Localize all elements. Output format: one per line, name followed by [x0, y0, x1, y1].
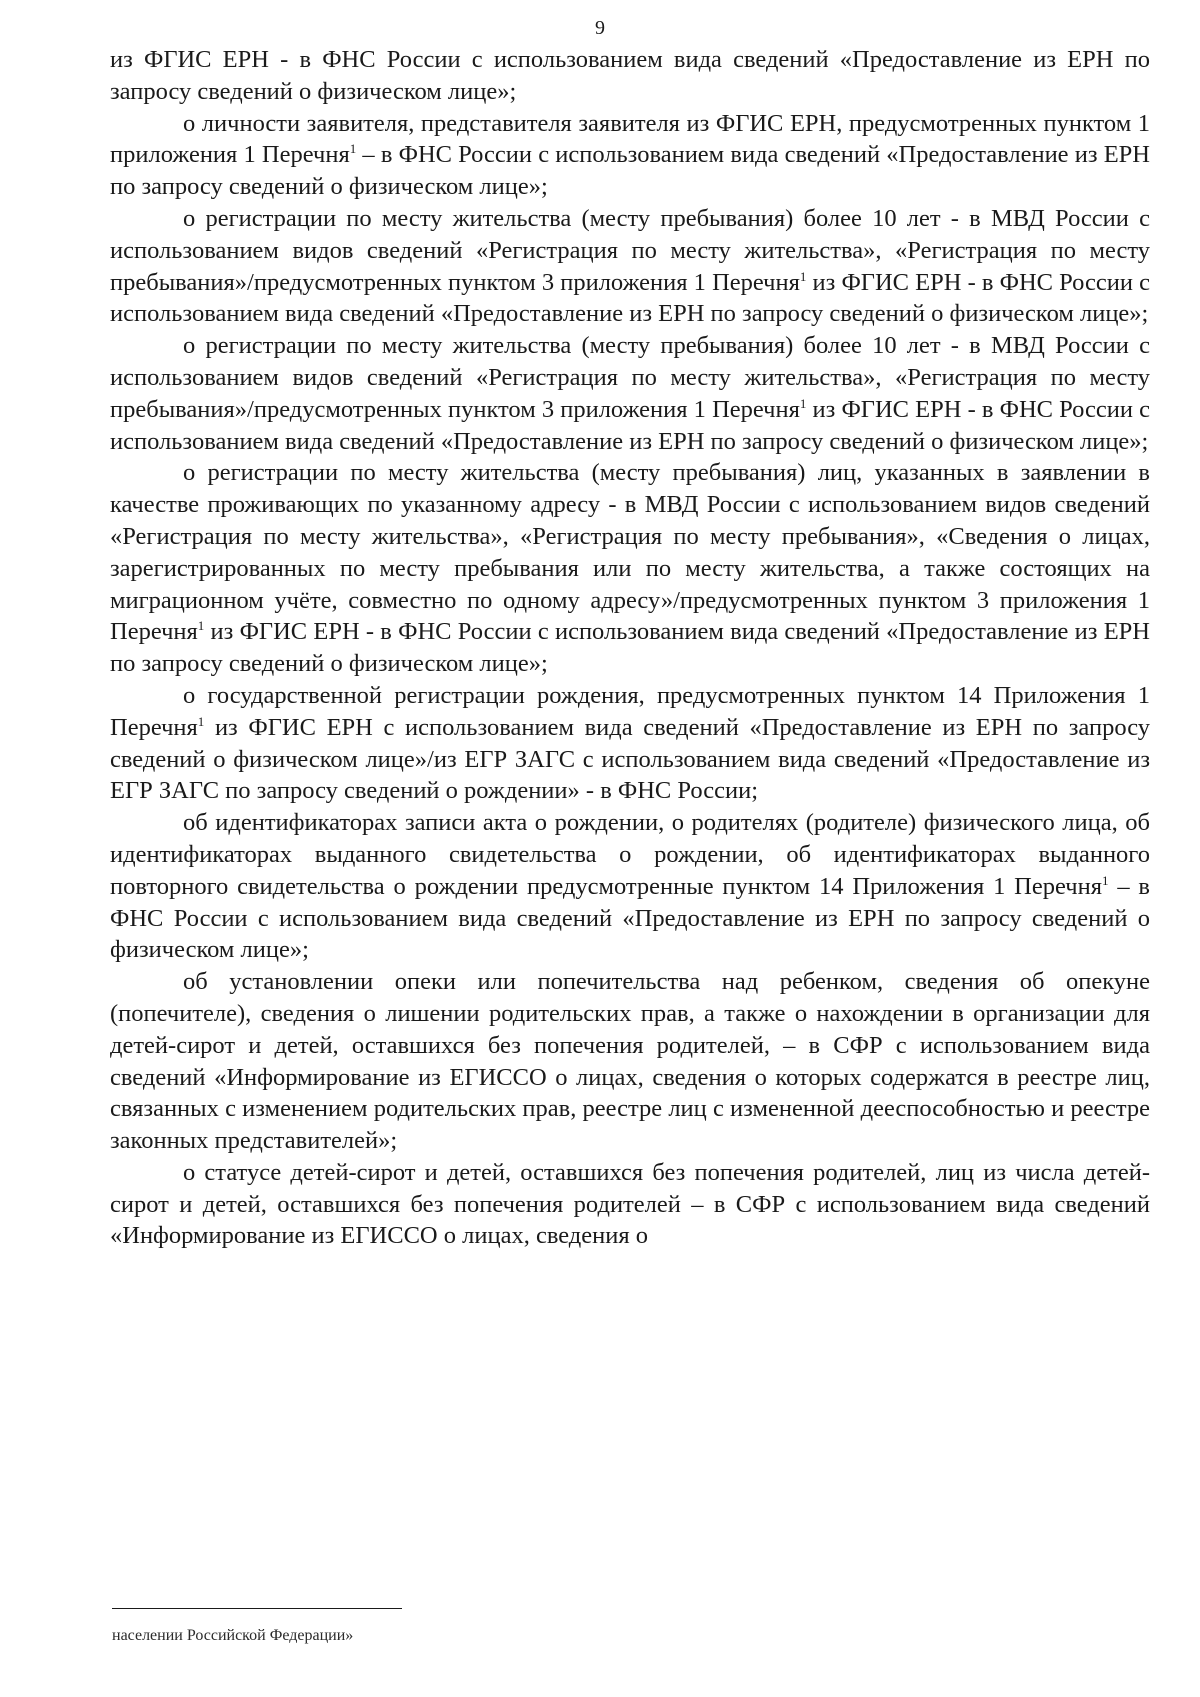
paragraph-text: о личности заявителя, представителя заявителя из ФГИС ЕРН, предусмотренных пунктом 1 приложения 1 Перечня [110, 109, 1150, 169]
footnote-reference: 1 [799, 268, 807, 284]
page-number: 9 [595, 17, 605, 39]
paragraph [110, 108, 1150, 203]
paragraph [110, 44, 1150, 108]
paragraph-text: из ФГИС ЕРН с использованием вида сведений «Предоставление из ЕРН по запросу сведений о физическом лице»/из ЕГР ЗАГС с использованием вида сведений «Предоставление из ЕГР ЗАГС по запросу сведений о рождении» - в ФНС России; [110, 713, 1150, 805]
paragraph-text: об идентификаторах записи акта о рождении, о родителях (родителе) физического лица, об идентификаторах выданного свидетельства о рождении, об идентификаторах выданного повторного свидетельства о рождении предусмотренные пунктом 14 Приложения 1 Перечня [110, 809, 1150, 900]
footnote-divider [112, 1608, 402, 1609]
paragraph-text: о регистрации по месту жительства (месту пребывания) более 10 лет - в МВД России с использованием видов сведений «Регистрация по месту жительства», «Регистрация по месту пребывания»/предусмотренных пунктом 3 приложения 1 Перечня [110, 332, 1150, 423]
paragraph [110, 1157, 1150, 1252]
paragraph [110, 203, 1150, 330]
paragraph-text: – в ФНС России с использованием вида сведений «Предоставление из ЕРН по запросу сведений о физическом лице»; [110, 141, 1150, 201]
paragraph-text: из ФГИС ЕРН - в ФНС России с использованием вида сведений «Предоставление из ЕРН по запросу сведений о физическом лице»; [110, 618, 1150, 678]
paragraph-text: из ФГИС ЕРН - в ФНС России с использованием вида сведений «Предоставление из ЕРН по запросу сведений о физическом лице»; [110, 395, 1150, 455]
paragraph [110, 330, 1150, 457]
paragraph-text: из ФГИС ЕРН - в ФНС России с использованием вида сведений «Предоставление из ЕРН по запросу сведений о физическом лице»; [110, 46, 1150, 105]
paragraph-text: о статусе детей-сирот и детей, оставшихся без попечения родителей, лиц из числа детей-сирот и детей, оставшихся без попечения родителей – в СФР с использованием вида сведений «Информирование из ЕГИССО о лицах, сведения о [110, 1158, 1150, 1250]
paragraph-text: о государственной регистрации рождения, предусмотренных пунктом 14 Приложения 1 Перечня [110, 681, 1150, 741]
footnote-reference: 1 [197, 618, 205, 634]
paragraph [110, 966, 1150, 1157]
document-body [110, 44, 1150, 1252]
paragraph-text: из ФГИС ЕРН - в ФНС России с использованием вида сведений «Предоставление из ЕРН по запросу сведений о физическом лице»; [110, 268, 1150, 328]
paragraph-text: об установлении опеки или попечительства над ребенком, сведения об опекуне (попечителе), сведения о лишении родительских прав, а также о нахождении в организации для детей-сирот и детей, оставшихся без попечения родителей, – в СФР с использованием вида сведений «Информирование из ЕГИССО о лицах, сведения о которых содержатся в реестре лиц, связанных с изменением родительских прав, реестре лиц с измененной дееспособностью и реестре законных представителей»; [110, 968, 1150, 1155]
footnote-reference: 1 [799, 395, 807, 411]
footnote-reference: 1 [1101, 872, 1109, 888]
paragraph-text: о регистрации по месту жительства (месту пребывания) более 10 лет - в МВД России с использованием видов сведений «Регистрация по месту жительства», «Регистрация по месту пребывания»/предусмотренных пунктом 3 приложения 1 Перечня [110, 204, 1150, 296]
paragraph-text: о регистрации по месту жительства (месту пребывания) лиц, указанных в заявлении в качестве проживающих по указанному адресу - в МВД России с использованием видов сведений «Регистрация по месту жительства», «Регистрация по месту пребывания», «Сведения о лицах, зарегистрированных по месту пребывания или по месту жительства, а также состоящих на миграционном учёте, совместно по одному адресу»/предусмотренных пунктом 3 приложения 1 Перечня [110, 459, 1150, 646]
paragraph [110, 680, 1150, 807]
footnote-reference: 1 [349, 141, 357, 157]
footnote-reference: 1 [197, 713, 205, 729]
paragraph-text: – в ФНС России с использованием вида сведений «Предоставление из ЕРН по запросу сведений о физическом лице»; [110, 872, 1150, 964]
footnote-text: населении Российской Федерации» [112, 1627, 354, 1644]
paragraph [110, 457, 1150, 680]
paragraph [110, 807, 1150, 966]
